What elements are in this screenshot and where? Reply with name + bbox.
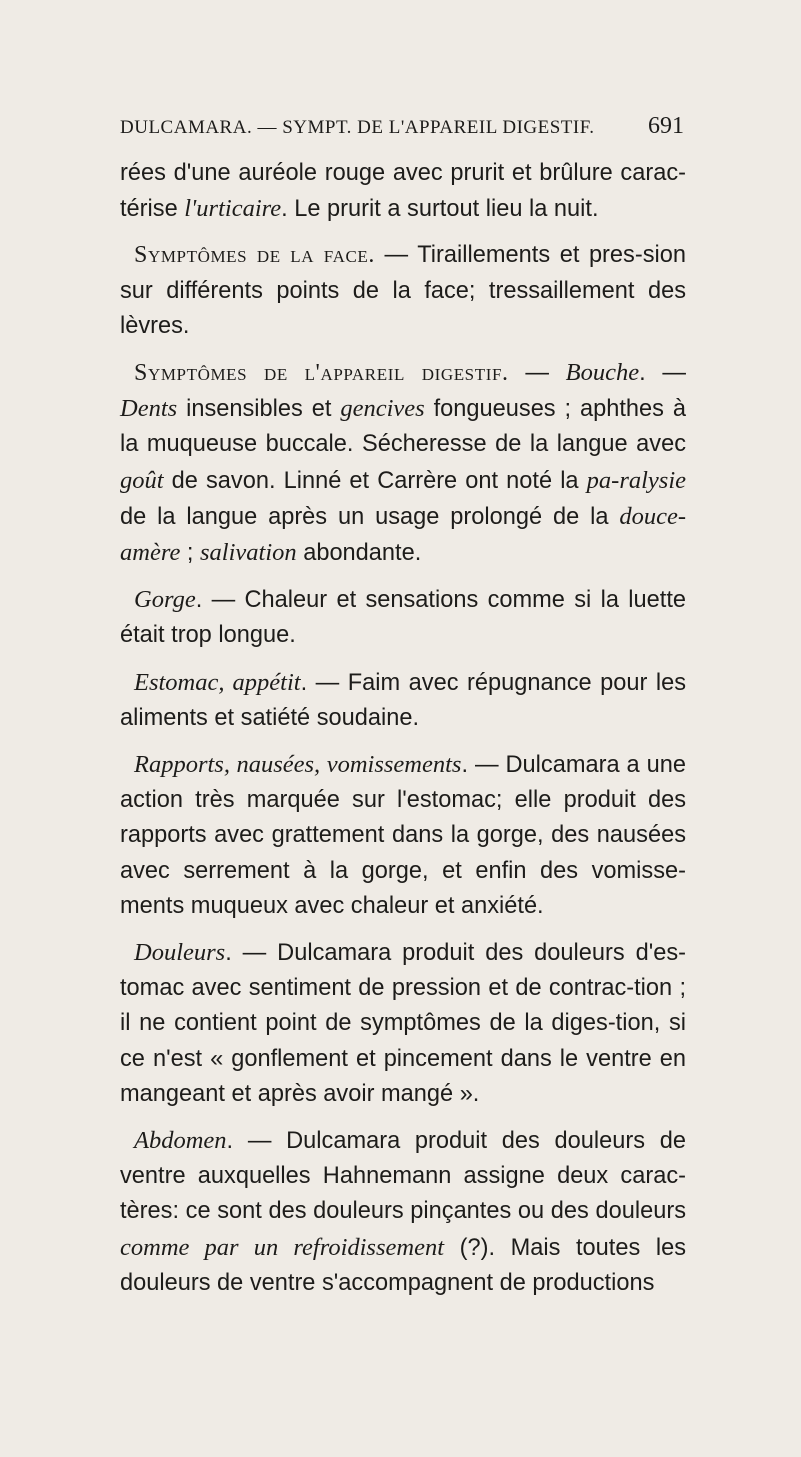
- paragraph-abdomen: [120, 1123, 686, 1301]
- text-run: fongueuses ; aphthes à la muqueuse buccale. Sécheresse de la langue avec: [120, 396, 687, 458]
- text-run: . — Dulcamara a une action très marquée sur l'estomac; elle produit des rapports avec grattement dans la gorge, des nausées avec serrement à la gorge, et enfin des vomisse-ments muqueux avec chaleur et anxiété.: [120, 752, 686, 919]
- section-heading: Symptômes de l'appareil digestif.: [134, 360, 509, 387]
- italic-heading: Douleurs: [134, 939, 226, 967]
- text-run: (?). Mais toutes les douleurs de ventre s'accompagnent de productions: [120, 1234, 686, 1296]
- paragraph-rapports: [120, 747, 686, 924]
- text-run: . — Chaleur et sensations comme si la luette était trop longue.: [120, 587, 686, 649]
- paragraph-face-symptoms: [120, 238, 686, 344]
- italic-heading: Abdomen: [134, 1127, 227, 1155]
- text-run: . Le prurit a surtout lieu la nuit.: [281, 196, 599, 223]
- italic-heading: Gorge: [134, 586, 196, 614]
- page-number: 691: [648, 113, 684, 139]
- text-run: — Tiraillements et pres-sion sur différents points de la face; tressaillement des lèvres.: [120, 242, 686, 339]
- running-head-title: DULCAMARA. — SYMPT. DE L'APPAREIL DIGESTIF.: [120, 117, 595, 138]
- text-run: . — Dulcamara produit des douleurs de ventre auxquelles Hahnemann assigne deux carac-tères: ce sont des douleurs pinçantes ou des douleurs: [120, 1128, 686, 1225]
- paragraph-douleurs: [120, 935, 686, 1112]
- italic-term: l'urticaire: [184, 195, 282, 223]
- paragraph-continuation: [120, 156, 686, 227]
- text-run: de la langue après un usage prolongé de la: [120, 503, 620, 530]
- italic-heading: Rapports, nausées, vomissements: [134, 751, 462, 779]
- section-heading: Symptômes de la face.: [134, 242, 375, 269]
- text-run: rées d'une auréole rouge avec prurit et brûlure carac-térise: [120, 160, 686, 223]
- italic-term: douce-amère: [120, 502, 686, 567]
- italic-term: Bouche: [565, 359, 640, 387]
- paragraph-gorge: [120, 582, 686, 653]
- text-run: . — Faim avec répugnance pour les aliments et satiété soudaine.: [120, 669, 686, 731]
- text-run: —: [508, 360, 566, 387]
- text-run: . — Dulcamara produit des douleurs d'es-tomac avec sentiment de pression et de contrac-tion ; il ne contient point de symptômes de la diges-tion, si ce n'est « gonflement et pincement dans le ventre en mangeant et après avoir mangé ».: [120, 940, 686, 1107]
- italic-term: gencives: [340, 395, 425, 423]
- text-run: . —: [639, 360, 686, 387]
- paragraph-estomac: [120, 665, 686, 736]
- running-head: [120, 113, 684, 140]
- text-run: abondante.: [296, 540, 422, 567]
- text-run: insensibles et: [177, 396, 341, 423]
- italic-term: goût: [120, 466, 164, 494]
- body-text: [120, 156, 686, 1312]
- paragraph-digestive-symptoms: [120, 355, 686, 571]
- italic-term: comme par un refroidissement: [120, 1233, 445, 1261]
- italic-heading: Estomac, appétit: [134, 668, 301, 696]
- italic-term: pa-ralysie: [586, 466, 686, 494]
- text-run: de savon. Linné et Carrère ont noté la: [163, 467, 587, 494]
- text-run: ;: [180, 540, 200, 567]
- italic-term: salivation: [200, 539, 297, 567]
- italic-term: Dents: [120, 395, 178, 423]
